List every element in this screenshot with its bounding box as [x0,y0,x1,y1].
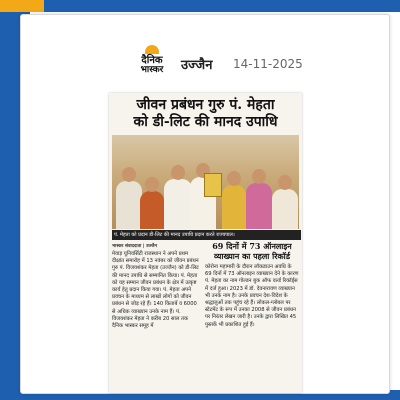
card-header [21,15,389,90]
sub-headline-line2: व्याख्यान का पहला रिकॉर्ड [214,251,290,261]
dainik-bhaskar-logo [129,45,175,81]
person-head [278,175,292,190]
person-figure [116,181,142,229]
award-plaque [204,173,222,197]
person-figure [140,191,164,229]
headline-line1: जीवन प्रबंधन गुरु पं. मेहता [136,97,275,113]
person-head [145,177,159,192]
article-right-column [205,241,299,331]
newspaper-clipping [109,93,302,393]
sun-logo-icon [145,45,159,54]
person-figure [164,179,192,229]
photo-caption: पं. मेहता को प्रदान डी-लिट की मानद उपाधि प्रदान करते राज्यपाल। [112,230,301,240]
news-card [20,14,390,394]
award-ceremony-photo [112,135,299,229]
article-left-column [112,251,200,332]
headline-line2: को डी-लिट की मानद उपाधि [133,114,278,130]
city-label: उज्जैन [181,58,213,73]
right-column-text: कोरोना महामारी के दौरान लॉकडाउन अवधि के 69 दिनों में 73 ऑनलाइन व्याख्यान देने के कारण पं. मेहता का नाम गोल्डन बुक ऑफ वर्ल्ड रिकॉर्ड्स में दर्ज हुआ। 2023 में डॉ. देवनारायण व्याख्यान भी उनके नाम है। उनके प्रवचन देश-विदेश के श्रद्धालुओं तक पहुंच रहे हैं। लोकल-ग्लोबल पर स्टेटमेंट के रूप में उनका 2008 से जीवन प्रबंधन पर निरंतर लेखन जारी है। उनके द्वारा लिखित 45 पुस्तकें भी प्रकाशित हुई हैं। [205,264,299,328]
logo-text-line1: दैनिक [141,55,163,66]
publication-date: 14-11-2025 [233,57,303,71]
top-frame-bar [0,0,400,12]
person-head [122,167,136,182]
article-headline [113,97,298,131]
person-head [227,171,241,186]
sub-headline [205,241,299,261]
article-byline: भास्कर संवाददाता | उज्जैन [112,244,157,249]
person-figure [222,185,246,229]
person-figure [246,183,272,229]
frame-corner-accent [0,0,44,12]
person-head [252,169,266,184]
logo-text-line2: भास्कर [140,65,164,75]
left-column-text: मेवाड़ यूनिवर्सिटी राजस्थान ने अपने प्रथम दीक्षांत समारोह में 13 नवंबर को जीवन प्रबंधन गुरु पं. विजयशंकर मेहता (उज्जैन) को डी-लिट की मानद उपाधि से सम्मानित किया। पं. मेहता को यह सम्मान जीवन प्रबंधन के क्षेत्र में उत्कृष्ट कार्य हेतु प्रदान किया गया। पं. मेहता अपने प्रवचन के माध्यम से लाखों लोगों को जीवन प्रबंधन से जोड़ रहे हैं। 140 किताबें व 6000 से अधिक व्याख्यान उनके नाम हैं। पं. विजयशंकर मेहता ने करीब 20 साल तक दैनिक भास्कर समूह में [112,251,199,330]
sub-headline-line1: 69 दिनों में 73 ऑनलाइन [212,241,292,251]
person-figure [272,189,298,229]
person-head [171,165,185,180]
